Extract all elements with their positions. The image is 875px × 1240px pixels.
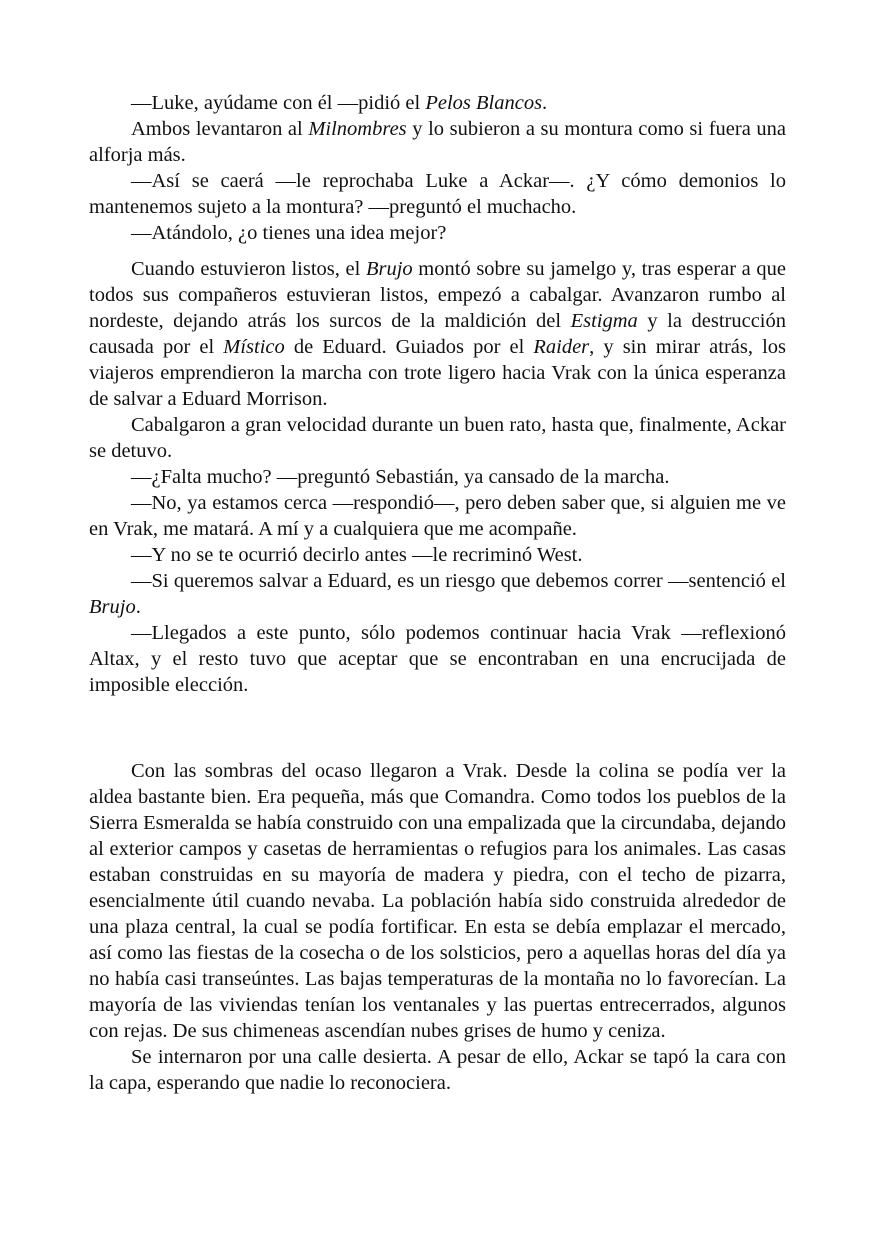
text-run: montó sobre su jamelgo y, tras esperar a que todos sus compañeros estuvieran listos, empezó a cabalgar. Avanzaron rumbo al nordeste, dejando atrás los surcos de la maldición del [89, 258, 786, 332]
italic-term: Brujo [365, 258, 413, 280]
italic-term: Raider [533, 336, 590, 358]
paragraph [89, 1044, 786, 1096]
paragraph [89, 256, 786, 412]
text-run: —Atándolo, ¿o tienes una idea mejor? [131, 222, 447, 244]
text-run: —Llegados a este punto, sólo podemos continuar hacia Vrak —reflexionó Altax, y el resto tuvo que aceptar que se encontraban en una encrucijada de imposible elección. [89, 622, 786, 696]
text-run: y la destrucción causada por el [89, 310, 786, 358]
paragraph [89, 620, 786, 698]
text-run: Ambos levantaron al [131, 118, 309, 140]
text-run: y lo subieron a su montura como si fuera una alforja más. [89, 118, 787, 166]
paragraph [89, 568, 786, 620]
text-run: —¿Falta mucho? —preguntó Sebastián, ya cansado de la marcha. [131, 466, 670, 488]
village-block [89, 758, 786, 1096]
text-run: —Si queremos salvar a Eduard, es un riesgo que debemos correr —sentenció el [131, 570, 786, 592]
text-run: —Luke, ayúdame con él —pidió el [131, 92, 426, 114]
text-run: de Eduard. Guiados por el [284, 336, 534, 358]
journey-block [89, 256, 786, 698]
dialogue-block [89, 90, 786, 246]
text-run: Con las sombras del ocaso llegaron a Vrak. Desde la colina se podía ver la aldea bastante bien. Era pequeña, más que Comandra. Como todos los pueblos de la Sierra Esmeralda se había construido con una empalizada que la circundaba, dejando al exterior campos y casetas de herramientas o refugios para los animales. Las casas estaban construidas en su mayoría de madera y piedra, con el techo de pizarra, esencialmente útil cuando nevaba. La población había sido construida alrededor de una plaza central, la cual se podía fortificar. En esta se debía emplazar el mercado, así como las fiestas de la cosecha o de los solsticios, pero a aquellas horas del día ya no había casi transeúntes. Las bajas temperaturas de la montaña no lo favorecían. La mayoría de las viviendas tenían los ventanales y las puertas entrecerrados, algunos con rejas. De sus chimeneas ascendían nubes grises de humo y ceniza. [89, 760, 786, 1042]
italic-term: Brujo [89, 596, 136, 618]
text-run: —Y no se te ocurrió decirlo antes —le recriminó West. [131, 544, 583, 566]
paragraph [89, 168, 786, 220]
paragraph [89, 90, 786, 116]
paragraph [89, 542, 786, 568]
text-run: Cabalgaron a gran velocidad durante un buen rato, hasta que, finalmente, Ackar se detuvo. [89, 414, 786, 462]
italic-term: Estigma [570, 310, 638, 332]
italic-term: Místico [223, 336, 285, 358]
paragraph [89, 490, 786, 542]
text-run: , y sin mirar atrás, los viajeros emprendieron la marcha con trote ligero hacia Vrak con la única esperanza de salvar a Eduard Morrison. [89, 336, 786, 410]
text-run: Cuando estuvieron listos, el [131, 258, 366, 280]
text-run: —Así se caerá —le reprochaba Luke a Ackar—. ¿Y cómo demonios lo mantenemos sujeto a la montura? —preguntó el muchacho. [89, 170, 786, 218]
paragraph [89, 412, 786, 464]
italic-term: Milnombres [308, 118, 407, 140]
italic-term: Pelos Blancos [425, 92, 543, 114]
paragraph [89, 464, 786, 490]
text-run: . [542, 92, 548, 114]
text-run: . [135, 596, 141, 618]
paragraph [89, 116, 786, 168]
text-run: Se internaron por una calle desierta. A pesar de ello, Ackar se tapó la cara con la capa, esperando que nadie lo reconociera. [89, 1046, 786, 1094]
paragraph [89, 220, 786, 246]
paragraph [89, 758, 786, 1044]
text-run: —No, ya estamos cerca —respondió—, pero deben saber que, si alguien me ve en Vrak, me matará. A mí y a cualquiera que me acompañe. [89, 492, 786, 540]
